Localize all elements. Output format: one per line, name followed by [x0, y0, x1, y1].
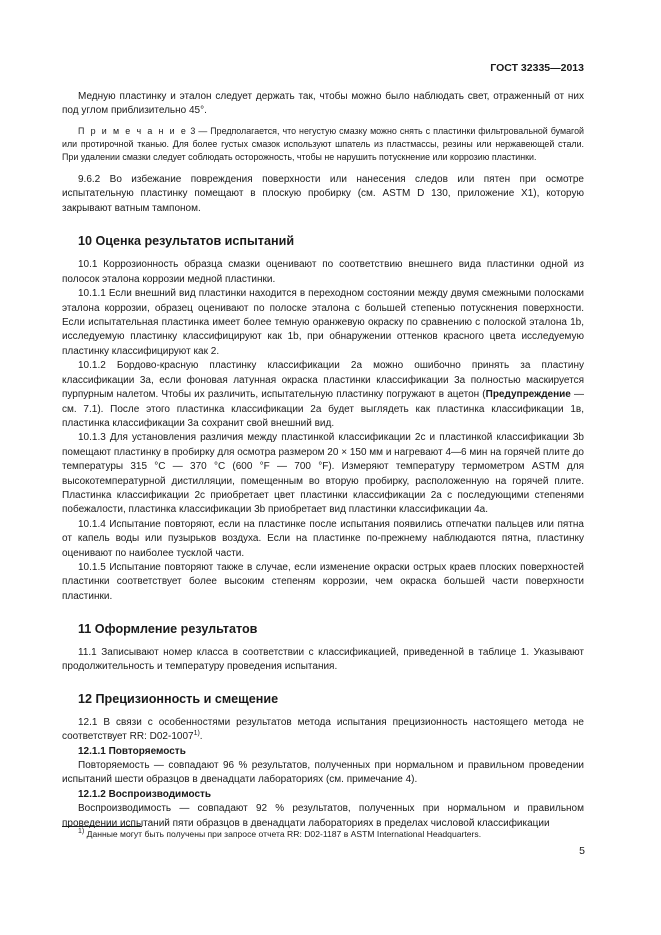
paragraph-10-1: 10.1 Коррозионность образца смазки оценивают по соответствию внешнего вида пластинки одной из полосок эталона коррозии медной пластинки. [62, 259, 584, 285]
paragraph-10-1-4: 10.1.4 Испытание повторяют, если на пластинке после испытания появились отпечатки пальцев или пятна от капель воды или пузырьков воздуха. Если на пластинке по-прежнему наблюдаются пятна, пластинку оценивают по наиболее тусклой части. [62, 518, 584, 559]
paragraph-10-1-2-part-a: 10.1.2 Бордово-красную пластинку классификации 2а можно ошибочно принять за пластину классификации 3а, если фоновая латунная окраска пластинки классификации 3а полностью маскируется пурпурным налетом. Чтобы их различить, испытательную пластинку погружают в ацетон ( [62, 360, 584, 401]
section-12-heading: 12 Прецизионность и смещение [78, 692, 279, 707]
footnote-divider [62, 826, 142, 827]
paragraph-11-1: 11.1 Записывают номер класса в соответствии с классификацией, приведенной в таблице 1. Указывают продолжительность и температуру проведения испытания. [62, 646, 584, 672]
footnote-text: Данные могут быть получены при запросе отчета RR: D02-1187 в ASTM International Headquarters. [84, 829, 482, 839]
section-11-heading: 11 Оформление результатов [78, 622, 258, 637]
warning-label: Предупреждение [485, 389, 571, 401]
paragraph-intro: Медную пластинку и эталон следует держать так, чтобы можно было наблюдать свет, отраженный от них под углом приблизительно 45°. [62, 91, 584, 117]
paragraph-10-1-2-part-b: — см. 7.1). После этого пластинка классификации 2а будет выглядеть как пластинка классификации 1в, пластинка классификации 3а сохранит свой внешний вид. [62, 389, 584, 429]
paragraph-10-1-1: 10.1.1 Если внешний вид пластинки находится в переходном состоянии между двумя смежными полосками эталона коррозии, образец оценивают по полоске эталона с большей степенью потускнения поверхности. Если испытательная пластинка имеет более темную оранжевую окраску по сравнению с полоской эталона 1b, исследуемую пластинку классифицируют как 1b, при обнаружении оттенков красного цвета исследуемую пластинку классифицируют как 2. [62, 288, 584, 357]
paragraph-12-1-1: Повторяемость — совпадают 96 % результатов, полученных при нормальном и правильном проведении испытаний шести образцов в двенадцати лабораториях (см. примечание 4). [62, 760, 584, 786]
document-body [62, 90, 584, 831]
document-code-header: ГОСТ 32335—2013 [490, 62, 584, 74]
paragraph-12-1 [62, 716, 584, 745]
footnote-ref: 1) [193, 730, 200, 738]
page-number: 5 [579, 845, 585, 857]
paragraph-10-1-2 [62, 359, 584, 431]
section-10-heading: 10 Оценка результатов испытаний [78, 234, 295, 249]
subheading-12-1-2: 12.1.2 Воспроизводимость [78, 788, 212, 800]
note-text: 3 — Предполагается, что негустую смазку можно снять с пластинки фильтровальной бумагой или протирочной тканью. Для более густых смазок используют шпатель из пластмассы, резины или нержавеющей стали. При удалении смазки следует соблюдать осторожность, чтобы не нарушить потускнение или коррозию пластинки. [62, 125, 584, 162]
note-3 [62, 125, 584, 164]
paragraph-10-1-3: 10.1.3 Для установления различия между пластинкой классификации 2с и пластинкой классификации 3b помещают пластинку в пробирку для осмотра размером 20 × 150 мм и нагревают 4—6 мин на горячей плите до температуры 315 °С — 370 °С (600 °F — 700 °F). Измеряют температуру термометром ASTM для высокотемпературной дистилляции, помещенным во вторую пробирку, расположенную на горячей плите. Пластинка классификации 2с приобретает цвет пластинки классификации 2а с последующими степенями побежалости, пластинка классификации 3b приобретает вид пластинки классификации 4а. [62, 432, 584, 516]
paragraph-9-6-2: 9.6.2 Во избежание повреждения поверхности или нанесения следов или пятен при осмотре испытательную пластинку помещают в плоскую пробирку (см. ASTM D 130, приложение X1), которую закрывают ватным тампоном. [62, 173, 584, 214]
subheading-12-1-1: 12.1.1 Повторяемость [78, 745, 186, 757]
footnote [78, 828, 481, 840]
paragraph-12-1-end: . [199, 731, 203, 743]
note-label: П р и м е ч а н и е [78, 125, 188, 136]
footnote-marker: 1) [78, 828, 85, 835]
paragraph-12-1-text: 12.1 В связи с особенностями результатов метода испытания прецизионность настоящего метода не соответствует RR: D02-1007 [62, 716, 584, 743]
paragraph-12-1-2: Воспроизводимость — совпадают 92 % результатов, полученных при нормальном и правильном проведении испытаний пяти образцов в двенадцати лабораториях в пределах числовой классификации [62, 803, 584, 829]
paragraph-10-1-5: 10.1.5 Испытание повторяют также в случае, если изменение окраски острых краев плоских поверхностей пластинки соответствует более высоким степеням коррозии, чем окраска большей части поверхности пластинки. [62, 561, 584, 602]
